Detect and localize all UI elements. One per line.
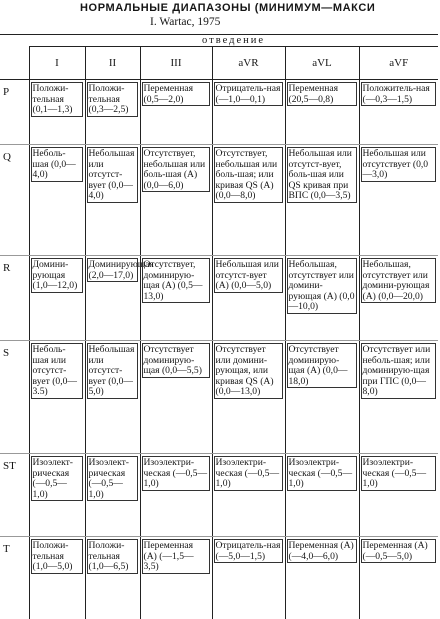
range-cell <box>85 80 140 145</box>
range-text: Положи-тельная (0,3—2,5) <box>87 82 138 117</box>
range-cell <box>359 341 438 454</box>
table-source: I. Wartac, 1975 <box>150 16 220 28</box>
range-cell <box>359 454 438 537</box>
range-text: Небольшая или отсутст-вует (А) (0,0—5,0) <box>214 258 283 293</box>
lead-header-avl: aVL <box>285 47 359 80</box>
range-cell <box>212 454 285 537</box>
range-text: Отсутствует, доминирую-щая (А) (0,5—13,0) <box>142 258 210 303</box>
table-row-t <box>0 537 438 619</box>
lead-header-i: I <box>29 47 85 80</box>
range-text: Отсутствует или домини-рующая, или кривая QS (A) (0,0—13,0) <box>214 343 283 399</box>
range-cell <box>85 256 140 341</box>
range-cell <box>212 537 285 619</box>
range-cell <box>285 256 359 341</box>
corner-cell <box>0 35 29 48</box>
lead-header-row <box>0 47 438 80</box>
range-text: Изоэлектри-ческая (—0,5—1,0) <box>214 456 283 491</box>
range-cell <box>140 80 212 145</box>
range-text: Отсутствует, небольшая или боль-шая (А) (0,0—6,0) <box>142 147 210 192</box>
wave-label-t: T <box>0 537 29 619</box>
range-cell <box>85 145 140 256</box>
range-cell <box>359 145 438 256</box>
range-text: Небольшая, отсутствует или домини-рующая (А) (0,0—20,0) <box>361 258 437 303</box>
range-cell <box>85 341 140 454</box>
range-cell <box>285 145 359 256</box>
range-cell <box>359 80 438 145</box>
range-cell <box>212 256 285 341</box>
range-cell <box>285 537 359 619</box>
range-cell <box>140 537 212 619</box>
range-cell <box>29 454 85 537</box>
range-text: Изоэлектри-ческая (—0,5—1,0) <box>361 456 437 491</box>
wave-label-p: P <box>0 80 29 145</box>
range-text: Небольшая или отсутст-вует (0,0—5,0) <box>87 343 138 399</box>
range-text: Небольшая или отсутст-вует, боль-шая или QS кривая при ВПС (0,0—3,5) <box>287 147 357 203</box>
range-cell <box>285 341 359 454</box>
range-text: Положи-тельная (1,0—6,5) <box>87 539 138 574</box>
wave-label-s: S <box>0 341 29 454</box>
range-cell <box>85 454 140 537</box>
range-text: Неболь-шая или отсутст-вует (0,0—3.5) <box>31 343 83 399</box>
range-cell <box>29 145 85 256</box>
range-text: Изоэлектри-ческая (—0,5—1,0) <box>142 456 210 491</box>
range-text: Доминирующая (2,0—17,0) <box>87 258 138 282</box>
table-row-st <box>0 454 438 537</box>
range-text: Изоэлектри-ческая (—0,5—1,0) <box>287 456 357 491</box>
range-cell <box>29 80 85 145</box>
range-text: Изоэлект-рическая (—0,5—1,0) <box>31 456 83 501</box>
range-text: Отсутствует, небольшая или боль-шая; или кривая QS (A) (0,0—8,0) <box>214 147 283 203</box>
range-text: Положитель-ная (—0,3—1,5) <box>361 82 437 106</box>
range-text: Неболь-шая (0,0—4,0) <box>31 147 83 182</box>
table-row-q <box>0 145 438 256</box>
range-cell <box>359 537 438 619</box>
range-text: Небольшая или отсутствует (0,0—3,0) <box>361 147 437 182</box>
range-text: Положи-тельная (1,0—5,0) <box>31 539 83 574</box>
range-cell <box>140 454 212 537</box>
range-cell <box>285 454 359 537</box>
lead-header-avr: aVR <box>212 47 285 80</box>
range-cell <box>212 341 285 454</box>
lead-header-ii: II <box>85 47 140 80</box>
range-text: Небольшая или отсутст-вует (0,0—4,0) <box>87 147 138 203</box>
lead-ranges-table <box>0 34 438 619</box>
table-title: НОРМАЛЬНЫЕ ДИАПАЗОНЫ (МИНИМУМ—МАКСИ <box>80 2 375 14</box>
range-text: Переменная (20,5—0,8) <box>287 82 357 106</box>
range-cell <box>29 256 85 341</box>
range-text: Домини-рующая (1,0—12,0) <box>31 258 83 293</box>
range-cell <box>359 256 438 341</box>
range-cell <box>140 256 212 341</box>
range-cell <box>140 145 212 256</box>
lead-group-cell <box>29 35 438 48</box>
range-cell <box>85 537 140 619</box>
range-text: Отсутствует доминирую-щая (А) (0,0—18,0) <box>287 343 357 388</box>
range-cell <box>212 80 285 145</box>
range-cell <box>140 341 212 454</box>
table-row-s <box>0 341 438 454</box>
range-text: Переменная (0,5—2,0) <box>142 82 210 106</box>
wave-label-r: R <box>0 256 29 341</box>
lead-group-label: отведение <box>29 35 438 47</box>
range-text: Отрицатель-ная (—5,0—1,5) <box>214 539 283 563</box>
lead-header-avf: aVF <box>359 47 438 80</box>
lead-header-iii: III <box>140 47 212 80</box>
range-text: Положи-тельная (0,1—1,3) <box>31 82 83 117</box>
wave-label-q: Q <box>0 145 29 256</box>
range-text: Отсутствует доминирую-щая (0,0—5,5) <box>142 343 210 378</box>
range-cell <box>29 537 85 619</box>
range-text: Изоэлект-рическая (—0,5—1,0) <box>87 456 138 501</box>
table-row-p <box>0 80 438 145</box>
range-text: Отсутствует или неболь-шая; или доминирую-щая при ГПС (0,0—8,0) <box>361 343 437 399</box>
range-text: Переменная (А) (—1,5—3,5) <box>142 539 210 574</box>
range-text: Переменная (А) (—0,5—5,0) <box>361 539 437 563</box>
range-text: Отрицатель-ная (—1,0—0,1) <box>214 82 283 106</box>
range-cell <box>212 145 285 256</box>
lead-group-header-row <box>0 35 438 48</box>
wave-label-st: ST <box>0 454 29 537</box>
table-row-r <box>0 256 438 341</box>
range-text: Небольшая, отсутствует или домини-рующая (А) (0,0—10,0) <box>287 258 357 314</box>
range-text: Переменная (А) (—4,0—6,0) <box>287 539 357 563</box>
range-cell <box>29 341 85 454</box>
range-cell <box>285 80 359 145</box>
corner-cell <box>0 47 29 80</box>
